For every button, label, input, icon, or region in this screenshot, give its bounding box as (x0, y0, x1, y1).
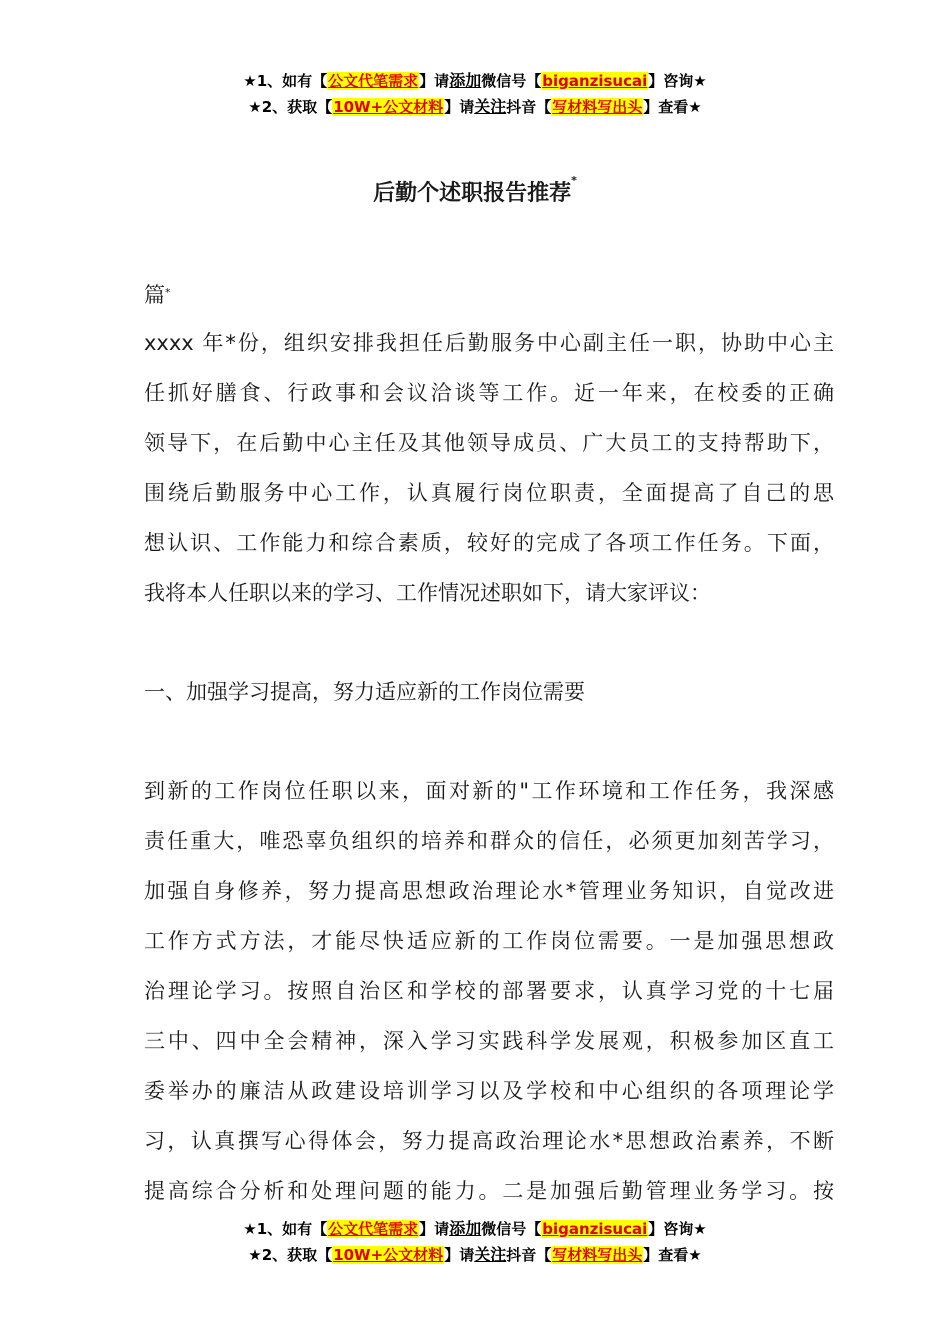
banner-text: ★2、获取【 (248, 1246, 333, 1264)
paragraph-line: 责任重大，唯恐辜负组织的培养和群众的信任，必须更加刻苦学习， (144, 829, 834, 853)
banner-underline: 关注 (474, 1245, 507, 1264)
paragraph-line: xxxx 年*份，组织安排我担任后勤服务中心副主任一职，协助中心主 (144, 331, 834, 355)
paragraph-line: 加强自身修养，努力提高思想政治理论水*管理业务知识，自觉改进 (144, 879, 834, 903)
paragraph-line: 领导下，在后勤中心主任及其他领导成员、广大员工的支持帮助下， (144, 431, 834, 455)
banner-text: ★2、获取【 (248, 98, 333, 116)
banner-underline: 添加 (449, 1219, 482, 1238)
paragraph-line: 想认识、工作能力和综合素质，较好的完成了各项工作任务。下面， (144, 531, 834, 555)
banner-highlight: 10W+公文材料 (333, 1246, 444, 1264)
banner-text: 】查看★ (643, 1246, 702, 1264)
body-paragraph (144, 766, 834, 1216)
banner-highlight: biganzisucai (542, 72, 648, 90)
document-title-text: 后勤个述职报告推荐 (373, 181, 572, 206)
banner-text: ★1、如有【 (243, 1220, 328, 1238)
paragraph-line: 治理论学习。按照自治区和学校的部署要求，认真学习党的十七届 (144, 979, 834, 1003)
section-label (144, 270, 834, 320)
banner-underline: 关注 (474, 97, 507, 116)
banner-text: 】请 (444, 98, 475, 116)
paragraph-line: 三中、四中全会精神，深入学习实践科学发展观，积极参加区直工 (144, 1029, 834, 1053)
banner-highlight: 写材料写出头 (552, 1246, 643, 1264)
paragraph-line: 到新的工作岗位任职以来，面对新的"工作环境和工作任务，我深感 (144, 779, 834, 803)
banner-text: 抖音【 (506, 98, 552, 116)
footer-banner (0, 1216, 950, 1268)
banner-line-2 (0, 94, 950, 120)
banner-text: ★1、如有【 (243, 72, 328, 90)
banner-text: 】请 (419, 1220, 450, 1238)
paragraph-line: 我将本人任职以来的学习、工作情况述职如下，请大家评议： (144, 581, 711, 605)
banner-line-2 (0, 1242, 950, 1268)
banner-highlight: biganzisucai (542, 1220, 648, 1238)
banner-text: 】咨询★ (648, 72, 707, 90)
footnote-star: * (165, 286, 171, 299)
banner-highlight: 10W+公文材料 (333, 98, 444, 116)
banner-line-1 (0, 1216, 950, 1242)
section-label-text: 篇 (144, 283, 165, 307)
paragraph-line: 委举办的廉洁从政建设培训学习以及学校和中心组织的各项理论学 (144, 1079, 834, 1103)
section-heading (144, 667, 834, 717)
paragraph-line: 工作方式方法，才能尽快适应新的工作岗位需要。一是加强思想政 (144, 929, 834, 953)
paragraph-line: 习，认真撰写心得体会，努力提高政治理论水*思想政治素养，不断 (144, 1129, 834, 1153)
document-title (0, 176, 950, 207)
banner-text: 微信号【 (481, 72, 542, 90)
banner-underline: 添加 (449, 71, 482, 90)
paragraph-line: 任抓好膳食、行政事和会议洽谈等工作。近一年来，在校委的正确 (144, 381, 834, 405)
banner-text: 抖音【 (506, 1246, 552, 1264)
banner-text: 】查看★ (643, 98, 702, 116)
header-banner (0, 68, 950, 120)
banner-highlight: 公文代笔需求 (328, 72, 419, 90)
paragraph-line: 围绕后勤服务中心工作，认真履行岗位职责，全面提高了自己的思 (144, 481, 834, 505)
banner-text: 】请 (419, 72, 450, 90)
banner-text: 】咨询★ (648, 1220, 707, 1238)
footnote-star: * (571, 174, 577, 187)
paragraph-line: 提高综合分析和处理问题的能力。二是加强后勤管理业务学习。按 (144, 1179, 834, 1203)
intro-paragraph (144, 318, 834, 618)
banner-text: 】请 (444, 1246, 475, 1264)
banner-line-1 (0, 68, 950, 94)
section-heading-text: 一、加强学习提高，努力适应新的工作岗位需要 (144, 680, 585, 704)
banner-highlight: 公文代笔需求 (328, 1220, 419, 1238)
banner-text: 微信号【 (481, 1220, 542, 1238)
banner-highlight: 写材料写出头 (552, 98, 643, 116)
